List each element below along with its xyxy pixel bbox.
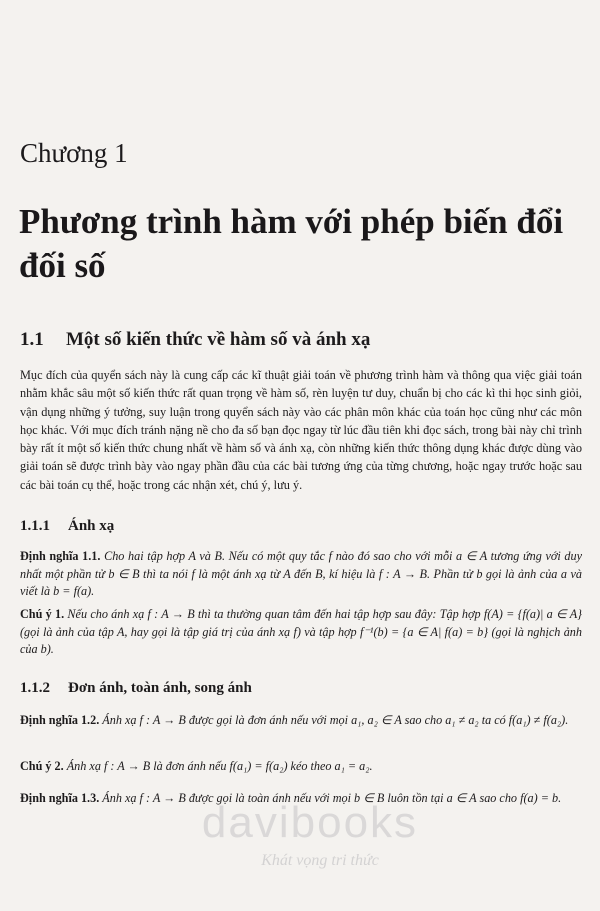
watermark-logo: davibooks — [201, 798, 419, 847]
section-heading — [20, 329, 370, 351]
subsection-title: Ánh xạ — [68, 518, 115, 534]
subsection-heading-1 — [20, 518, 114, 535]
note-2 — [20, 758, 582, 776]
definition-1-1 — [20, 548, 582, 601]
chapter-title: Phương trình hàm với phép biến đổi đối số — [19, 202, 564, 285]
note-label: Chú ý 2. — [20, 759, 64, 773]
subsection-title: Đơn ánh, toàn ánh, song ánh — [68, 680, 252, 696]
definition-text: Ánh xạ f : A → B được gọi là toàn ánh nếu với mọi b ∈ B luôn tồn tại a ∈ A sao cho f(a) = b. — [102, 791, 562, 805]
definition-label: Định nghĩa 1.3. — [20, 791, 100, 805]
chapter-label: Chương 1 — [20, 138, 128, 168]
note-text: Nếu cho ánh xạ f : A → B thì ta thường quan tâm đến hai tập hợp sau đây: Tập hợp f(A) = {f(a)| a ∈ A} (gọi là ảnh của tập A, hay gọi là tập giá trị của ánh xạ f) và tập hợp f⁻¹(b) = {a ∈ A| f(a) = b} (gọi là nghịch ảnh của b). — [20, 607, 583, 656]
note-text: Ánh xạ f : A → B là đơn ánh nếu f(a₁) = f(a₂) kéo theo a₁ = a₂. — [66, 759, 373, 773]
subsection-number: 1.1.2 — [20, 680, 50, 696]
subsection-number: 1.1.1 — [20, 518, 50, 534]
definition-text: Cho hai tập hợp A và B. Nếu có một quy tắc f nào đó sao cho với mỗi a ∈ A tương ứng với duy nhất một phần tử b ∈ B thì ta nói f là một ánh xạ từ A đến B, kí hiệu là f : A → B. Phần tử b gọi là ảnh của a và viết là b = f(a). — [20, 549, 583, 598]
definition-label: Định nghĩa 1.2. — [20, 713, 100, 727]
section-title: Một số kiến thức về hàm số và ánh xạ — [66, 329, 371, 350]
note-label: Chú ý 1. — [20, 607, 65, 621]
watermark-tagline: Khát vọng tri thức — [261, 852, 379, 869]
definition-label: Định nghĩa 1.1. — [20, 549, 101, 563]
definition-text: Ánh xạ f : A → B được gọi là đơn ánh nếu với mọi a₁, a₂ ∈ A sao cho a₁ ≠ a₂ ta có f(a₁) ≠ f(a₂). — [102, 713, 569, 727]
note-1 — [20, 606, 582, 659]
intro-paragraph: Mục đích của quyển sách này là cung cấp các kĩ thuật giải toán về phương trình hàm và thông qua việc giải toán nhằm khắc sâu một số kiến thức rất quan trọng về hàm số, rèn luyện tư duy, chuẩn bị cho các kì thi học sinh giỏi, vận dụng những ý tưởng, suy luận trong quyển sách này vào các phân môn khác của toán học cũng như các môn học khác. Với mục đích tránh nặng nề cho đa số bạn đọc ngay từ lúc đầu tiên khi đọc sách, trong bài này chỉ trình bày rất ít một số kiến thức chung nhất về hàm số và ánh xạ, còn những kiến thức thông dụng khác được dùng vào giải toán sẽ được trình bày vào ngay phần đầu của các bài tương ứng của từng chương, hoặc ngay trước hoặc sau các bài toán cụ thể, hoặc trong các nhận xét, chú ý, lưu ý. — [20, 368, 582, 492]
definition-1-2 — [20, 712, 582, 730]
section-number: 1.1 — [20, 329, 44, 350]
subsection-heading-2 — [20, 680, 252, 697]
